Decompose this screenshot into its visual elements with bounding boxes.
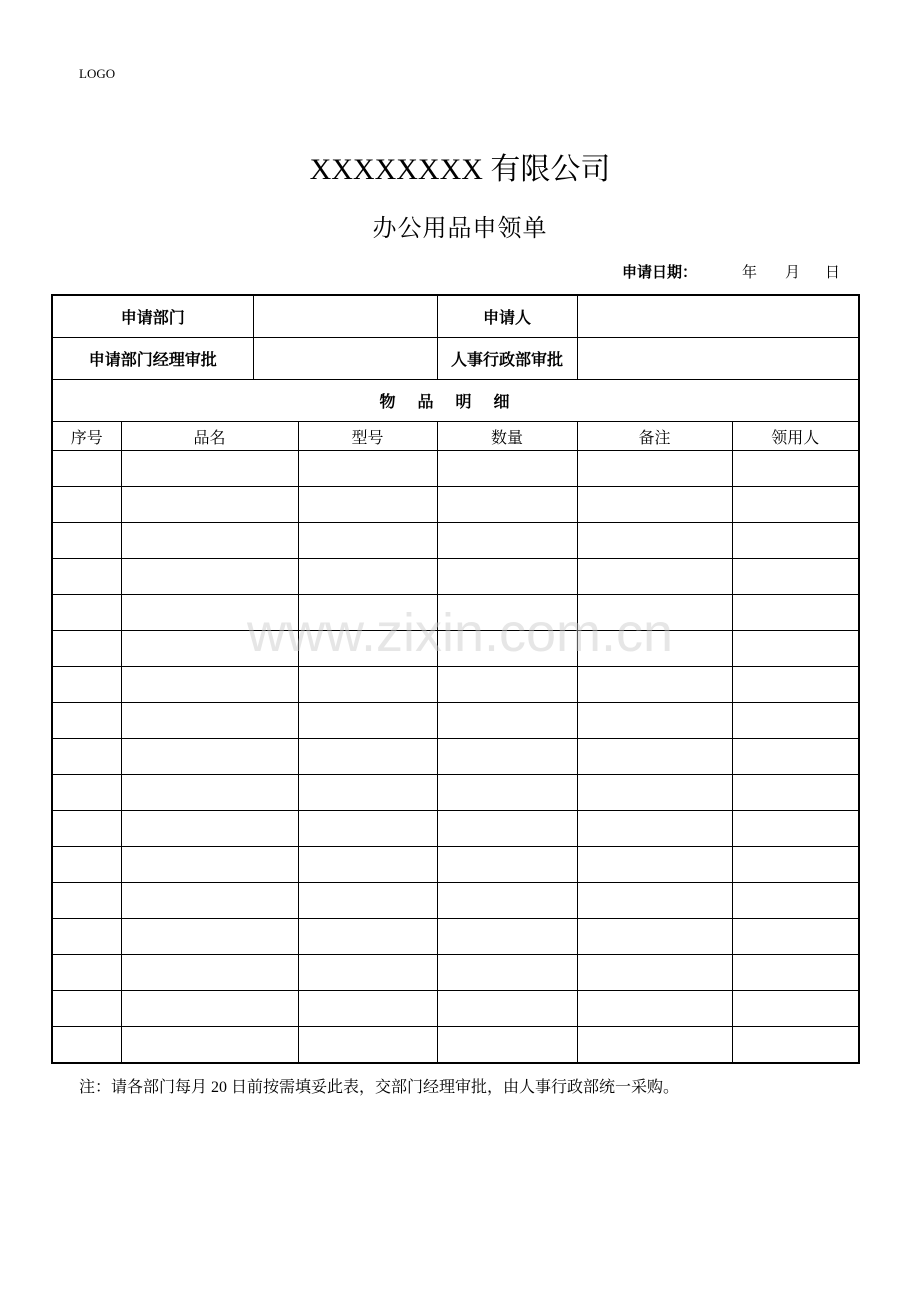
year-label: 年 xyxy=(742,263,758,281)
manager-approval-label: 申请部门经理审批 xyxy=(52,338,253,380)
cell-item-name[interactable] xyxy=(121,811,298,847)
table-row xyxy=(52,523,859,559)
cell-remarks[interactable] xyxy=(577,847,732,883)
cell-index[interactable] xyxy=(52,523,121,559)
cell-remarks[interactable] xyxy=(577,883,732,919)
cell-model[interactable] xyxy=(298,847,437,883)
table-row xyxy=(52,847,859,883)
cell-remarks[interactable] xyxy=(577,703,732,739)
cell-quantity[interactable] xyxy=(437,703,577,739)
item-details-title: 物品明细 xyxy=(52,380,859,422)
dept-field[interactable] xyxy=(253,295,437,338)
cell-index[interactable] xyxy=(52,1027,121,1064)
cell-item-name[interactable] xyxy=(121,775,298,811)
cell-remarks[interactable] xyxy=(577,523,732,559)
hr-approval-field[interactable] xyxy=(577,338,859,380)
cell-quantity[interactable] xyxy=(437,955,577,991)
cell-index[interactable] xyxy=(52,487,121,523)
cell-model[interactable] xyxy=(298,739,437,775)
requisition-form-table xyxy=(51,294,860,1064)
cell-index[interactable] xyxy=(52,739,121,775)
cell-quantity[interactable] xyxy=(437,991,577,1027)
company-name: XXXXXXXX 有限公司 xyxy=(309,153,611,186)
cell-quantity[interactable] xyxy=(437,883,577,919)
cell-remarks[interactable] xyxy=(577,1027,732,1064)
cell-model[interactable] xyxy=(298,1027,437,1064)
cell-index[interactable] xyxy=(52,811,121,847)
logo-text: LOGO xyxy=(79,66,116,81)
cell-recipient[interactable] xyxy=(732,847,859,883)
cell-remarks[interactable] xyxy=(577,631,732,667)
table-row xyxy=(52,739,859,775)
cell-remarks[interactable] xyxy=(577,595,732,631)
cell-index[interactable] xyxy=(52,919,121,955)
cell-recipient[interactable] xyxy=(732,883,859,919)
cell-item-name[interactable] xyxy=(121,883,298,919)
approval-row xyxy=(52,338,859,380)
cell-item-name[interactable] xyxy=(121,703,298,739)
cell-remarks[interactable] xyxy=(577,955,732,991)
cell-quantity[interactable] xyxy=(437,739,577,775)
cell-index[interactable] xyxy=(52,631,121,667)
cell-remarks[interactable] xyxy=(577,667,732,703)
item-rows xyxy=(52,451,859,1064)
cell-index[interactable] xyxy=(52,559,121,595)
cell-model[interactable] xyxy=(298,991,437,1027)
dept-row xyxy=(52,295,859,338)
cell-model[interactable] xyxy=(298,487,437,523)
watermark: www.zixin.com.cn xyxy=(246,603,674,663)
cell-quantity[interactable] xyxy=(437,775,577,811)
cell-model[interactable] xyxy=(298,955,437,991)
cell-item-name[interactable] xyxy=(121,919,298,955)
cell-recipient[interactable] xyxy=(732,739,859,775)
table-row xyxy=(52,919,859,955)
cell-model[interactable] xyxy=(298,523,437,559)
cell-recipient[interactable] xyxy=(732,559,859,595)
cell-index[interactable] xyxy=(52,955,121,991)
cell-recipient[interactable] xyxy=(732,955,859,991)
cell-recipient[interactable] xyxy=(732,595,859,631)
cell-remarks[interactable] xyxy=(577,559,732,595)
cell-quantity[interactable] xyxy=(437,811,577,847)
cell-item-name[interactable] xyxy=(121,523,298,559)
date-label: 申请日期： xyxy=(622,263,698,281)
cell-remarks[interactable] xyxy=(577,487,732,523)
table-row xyxy=(52,667,859,703)
cell-item-name[interactable] xyxy=(121,1027,298,1064)
dept-label: 申请部门 xyxy=(52,295,253,338)
cell-recipient[interactable] xyxy=(732,523,859,559)
cell-remarks[interactable] xyxy=(577,451,732,487)
cell-item-name[interactable] xyxy=(121,451,298,487)
cell-model[interactable] xyxy=(298,595,437,631)
cell-remarks[interactable] xyxy=(577,739,732,775)
cell-remarks[interactable] xyxy=(577,811,732,847)
cell-quantity[interactable] xyxy=(437,847,577,883)
col-header-item-name: 品名 xyxy=(121,422,298,451)
cell-index[interactable] xyxy=(52,667,121,703)
cell-recipient[interactable] xyxy=(732,451,859,487)
cell-quantity[interactable] xyxy=(437,1027,577,1064)
cell-index[interactable] xyxy=(52,703,121,739)
cell-quantity[interactable] xyxy=(437,559,577,595)
cell-model[interactable] xyxy=(298,667,437,703)
cell-item-name[interactable] xyxy=(121,847,298,883)
cell-item-name[interactable] xyxy=(121,631,298,667)
item-details-row xyxy=(52,380,859,422)
cell-item-name[interactable] xyxy=(121,991,298,1027)
cell-item-name[interactable] xyxy=(121,667,298,703)
cell-quantity[interactable] xyxy=(437,919,577,955)
applicant-label: 申请人 xyxy=(437,295,577,338)
cell-index[interactable] xyxy=(52,775,121,811)
manager-approval-field[interactable] xyxy=(253,338,437,380)
col-header-index: 序号 xyxy=(52,422,121,451)
cell-item-name[interactable] xyxy=(121,487,298,523)
table-row xyxy=(52,775,859,811)
cell-item-name[interactable] xyxy=(121,595,298,631)
cell-index[interactable] xyxy=(52,595,121,631)
cell-quantity[interactable] xyxy=(437,487,577,523)
table-row xyxy=(52,631,859,667)
cell-quantity[interactable] xyxy=(437,631,577,667)
cell-model[interactable] xyxy=(298,631,437,667)
cell-model[interactable] xyxy=(298,811,437,847)
cell-remarks[interactable] xyxy=(577,775,732,811)
cell-recipient[interactable] xyxy=(732,811,859,847)
cell-recipient[interactable] xyxy=(732,991,859,1027)
table-row xyxy=(52,955,859,991)
form-title: 办公用品申领单 xyxy=(372,214,548,242)
cell-remarks[interactable] xyxy=(577,991,732,1027)
cell-recipient[interactable] xyxy=(732,703,859,739)
table-row xyxy=(52,487,859,523)
cell-quantity[interactable] xyxy=(437,523,577,559)
cell-index[interactable] xyxy=(52,451,121,487)
cell-model[interactable] xyxy=(298,919,437,955)
table-row xyxy=(52,559,859,595)
table-row xyxy=(52,595,859,631)
application-date-line xyxy=(622,261,840,282)
cell-model[interactable] xyxy=(298,883,437,919)
cell-item-name[interactable] xyxy=(121,955,298,991)
table-row xyxy=(52,883,859,919)
col-header-quantity: 数量 xyxy=(437,422,577,451)
col-header-recipient: 领用人 xyxy=(732,422,859,451)
cell-quantity[interactable] xyxy=(437,667,577,703)
cell-quantity[interactable] xyxy=(437,595,577,631)
cell-model[interactable] xyxy=(298,703,437,739)
col-header-remarks: 备注 xyxy=(577,422,732,451)
cell-index[interactable] xyxy=(52,883,121,919)
cell-model[interactable] xyxy=(298,451,437,487)
cell-item-name[interactable] xyxy=(121,559,298,595)
column-header-row xyxy=(52,422,859,451)
footer-note: 注：请各部门每月 20 日前按需填妥此表，交部门经理审批，由人事行政部统一采购。 xyxy=(79,1079,680,1096)
table-row xyxy=(52,1027,859,1064)
cell-index[interactable] xyxy=(52,991,121,1027)
cell-recipient[interactable] xyxy=(732,1027,859,1064)
month-label: 月 xyxy=(785,263,801,281)
cell-recipient[interactable] xyxy=(732,487,859,523)
table-row xyxy=(52,703,859,739)
cell-model[interactable] xyxy=(298,559,437,595)
table-row xyxy=(52,991,859,1027)
cell-recipient[interactable] xyxy=(732,631,859,667)
cell-item-name[interactable] xyxy=(121,739,298,775)
cell-recipient[interactable] xyxy=(732,667,859,703)
table-row xyxy=(52,451,859,487)
cell-quantity[interactable] xyxy=(437,451,577,487)
col-header-model: 型号 xyxy=(298,422,437,451)
cell-remarks[interactable] xyxy=(577,919,732,955)
cell-recipient[interactable] xyxy=(732,919,859,955)
cell-index[interactable] xyxy=(52,847,121,883)
hr-approval-label: 人事行政部审批 xyxy=(437,338,577,380)
applicant-field[interactable] xyxy=(577,295,859,338)
day-label: 日 xyxy=(825,263,841,281)
cell-recipient[interactable] xyxy=(732,775,859,811)
table-row xyxy=(52,811,859,847)
cell-model[interactable] xyxy=(298,775,437,811)
